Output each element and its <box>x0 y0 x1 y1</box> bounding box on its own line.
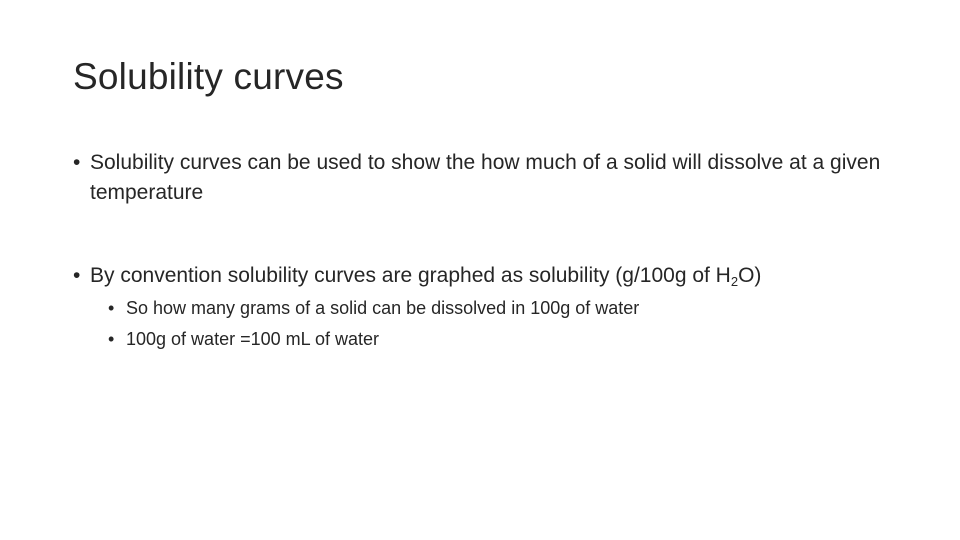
sub-bullet-marker: • <box>108 298 115 318</box>
sub-bullet-list <box>108 293 893 355</box>
bullet-text: Solubility curves can be used to show the how much of a solid will dissolve at a given temperature <box>90 151 881 204</box>
bullet-item <box>73 261 893 291</box>
sub-bullet-item <box>108 293 893 324</box>
slide-title: Solubility curves <box>73 56 344 97</box>
sub-bullet-text: So how many grams of a solid can be dissolved in 100g of water <box>126 298 640 318</box>
bullet-text-end: O) <box>738 264 762 287</box>
bullet-text-main: By convention solubility curves are graphed as solubility (g/100g of H <box>90 264 731 287</box>
sub-bullet-text: 100g of water =100 mL of water <box>126 329 379 349</box>
subscript-two: 2 <box>730 274 739 289</box>
bullet-item <box>73 148 893 208</box>
sub-bullet-marker: • <box>108 329 115 349</box>
slide-body <box>73 148 893 355</box>
bullet-marker: • <box>73 264 81 287</box>
sub-bullet-item <box>108 324 893 355</box>
bullet-marker: • <box>73 151 81 174</box>
bullet-text <box>90 264 761 287</box>
